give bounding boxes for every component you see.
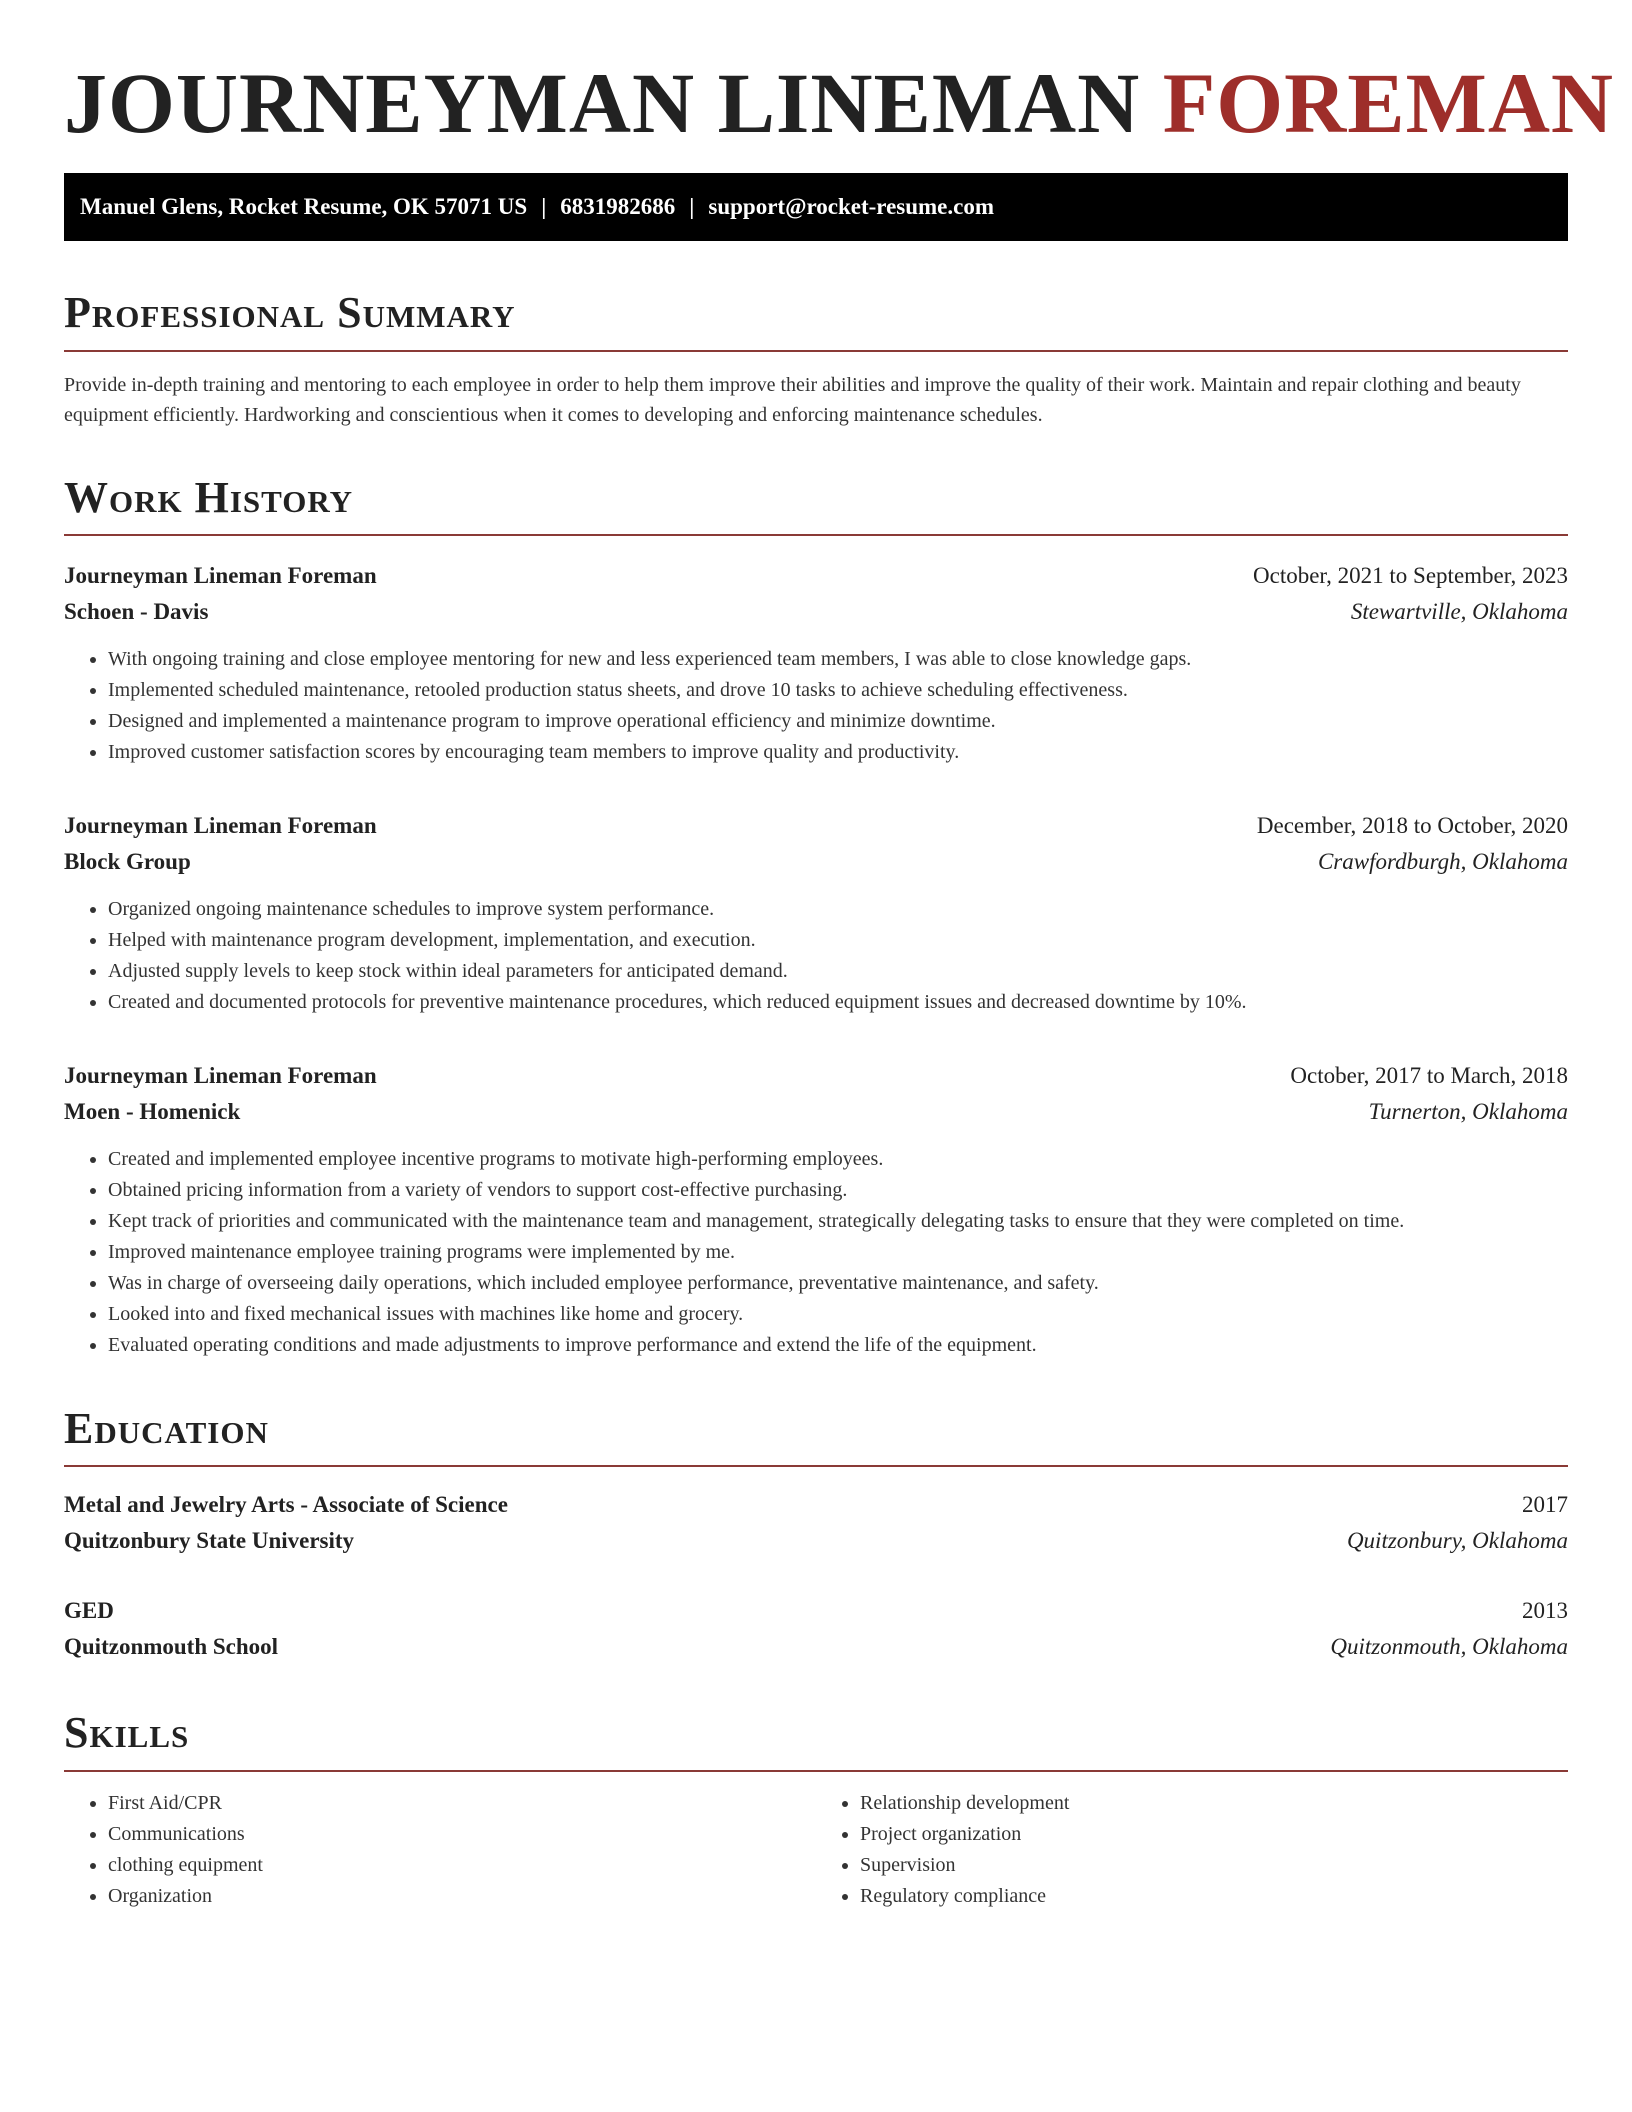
- education-year: 2017: [1522, 1492, 1568, 1518]
- bullet-item: • Created and implemented employee incentive programs to motivate high-performing employees.: [108, 1144, 1568, 1175]
- skills-list-left: [64, 1788, 816, 1912]
- education-location: Quitzonbury, Oklahoma: [1346, 1528, 1568, 1554]
- education-school: Quitzonmouth School: [64, 1634, 279, 1660]
- education-entry: [64, 1593, 1568, 1665]
- job-title: Journeyman Lineman Foreman: [64, 562, 377, 588]
- bullet-item: • Organized ongoing maintenance schedules to improve system performance.: [108, 894, 1568, 925]
- job-dates: October, 2017 to March, 2018: [1290, 1062, 1568, 1088]
- work-history-heading: Work History: [64, 474, 1568, 536]
- education-year: 2013: [1522, 1598, 1568, 1624]
- skill-item: • clothing equipment: [108, 1850, 816, 1881]
- bullet-item: • Kept track of priorities and communicated with the maintenance team and management, strategically delegating tasks to ensure that they were completed on time.: [108, 1206, 1568, 1237]
- title-main: JOURNEYMAN LINEMAN: [64, 55, 1141, 151]
- bullet-item: • Implemented scheduled maintenance, retooled production status sheets, and drove 10 tasks to achieve scheduling effectiveness.: [108, 675, 1568, 706]
- job-bullets: [64, 1144, 1568, 1361]
- skills-columns: [64, 1788, 1568, 1912]
- job-dates: October, 2021 to September, 2023: [1253, 562, 1568, 588]
- skills-list-right: [816, 1788, 1568, 1912]
- education-section: [64, 1405, 1568, 1665]
- job-title: Journeyman Lineman Foreman: [64, 1062, 377, 1088]
- skill-item: • Project organization: [860, 1819, 1568, 1850]
- contact-bar: [64, 173, 1568, 241]
- job-entry: [64, 558, 1568, 768]
- skill-item: • Supervision: [860, 1850, 1568, 1881]
- job-dates: December, 2018 to October, 2020: [1256, 812, 1568, 838]
- bullet-item: • Improved maintenance employee training programs were implemented by me.: [108, 1237, 1568, 1268]
- skills-heading: Skills: [64, 1709, 1568, 1771]
- bullet-item: • Was in charge of overseeing daily operations, which included employee performance, preventative maintenance, and safety.: [108, 1268, 1568, 1299]
- job-bullets: [64, 894, 1568, 1018]
- title-accent: FOREMAN: [1162, 55, 1615, 151]
- education-degree: GED: [64, 1598, 114, 1624]
- education-degree: Metal and Jewelry Arts - Associate of Science: [64, 1492, 508, 1518]
- skill-item: • First Aid/CPR: [108, 1788, 816, 1819]
- contact-email: support@rocket-resume.com: [708, 194, 995, 220]
- work-history-section: [64, 474, 1568, 1361]
- bullet-item: • Designed and implemented a maintenance program to improve operational efficiency and minimize downtime.: [108, 706, 1568, 737]
- bullet-item: • Helped with maintenance program development, implementation, and execution.: [108, 925, 1568, 956]
- job-bullets: [64, 644, 1568, 768]
- skills-section: [64, 1709, 1568, 1911]
- bullet-item: • Created and documented protocols for preventive maintenance procedures, which reduced equipment issues and decreased downtime by 10%.: [108, 987, 1568, 1018]
- skill-item: • Relationship development: [860, 1788, 1568, 1819]
- job-location: Turnerton, Oklahoma: [1368, 1098, 1568, 1124]
- job-location: Stewartville, Oklahoma: [1350, 598, 1568, 624]
- bullet-item: • Adjusted supply levels to keep stock within ideal parameters for anticipated demand.: [108, 956, 1568, 987]
- bullet-item: • Evaluated operating conditions and made adjustments to improve performance and extend the life of the equipment.: [108, 1330, 1568, 1361]
- job-title: Journeyman Lineman Foreman: [64, 812, 377, 838]
- education-school: Quitzonbury State University: [64, 1528, 355, 1554]
- contact-separator: |: [689, 194, 695, 220]
- job-entry: [64, 808, 1568, 1018]
- education-location: Quitzonmouth, Oklahoma: [1330, 1634, 1568, 1660]
- bullet-item: • Improved customer satisfaction scores by encouraging team members to improve quality and productivity.: [108, 737, 1568, 768]
- education-heading: Education: [64, 1405, 1568, 1467]
- education-entry: [64, 1487, 1568, 1559]
- resume-title: [64, 52, 1615, 155]
- bullet-item: • Obtained pricing information from a variety of vendors to support cost-effective purchasing.: [108, 1175, 1568, 1206]
- skill-item: • Communications: [108, 1819, 816, 1850]
- job-company: Moen - Homenick: [64, 1098, 241, 1124]
- contact-address: Manuel Glens, Rocket Resume, OK 57071 US: [80, 194, 528, 220]
- job-company: Schoen - Davis: [64, 598, 209, 624]
- contact-separator: |: [541, 194, 547, 220]
- summary-text: Provide in-depth training and mentoring to each employee in order to help them improve their abilities and improve the quality of their work. Maintain and repair clothing and beauty equipment efficiently. Hardworking and conscientious when it comes to developing and enforcing maintenance schedules.: [64, 373, 1521, 426]
- skill-item: • Regulatory compliance: [860, 1881, 1568, 1912]
- skill-item: • Organization: [108, 1881, 816, 1912]
- job-company: Block Group: [64, 848, 191, 874]
- job-entry: [64, 1058, 1568, 1361]
- bullet-item: • Looked into and fixed mechanical issues with machines like home and grocery.: [108, 1299, 1568, 1330]
- summary-heading: Professional Summary: [64, 289, 1568, 351]
- summary-section: [64, 289, 1568, 429]
- job-location: Crawfordburgh, Oklahoma: [1317, 848, 1568, 874]
- contact-phone: 6831982686: [560, 194, 676, 220]
- bullet-item: • With ongoing training and close employee mentoring for new and less experienced team members, I was able to close knowledge gaps.: [108, 644, 1568, 675]
